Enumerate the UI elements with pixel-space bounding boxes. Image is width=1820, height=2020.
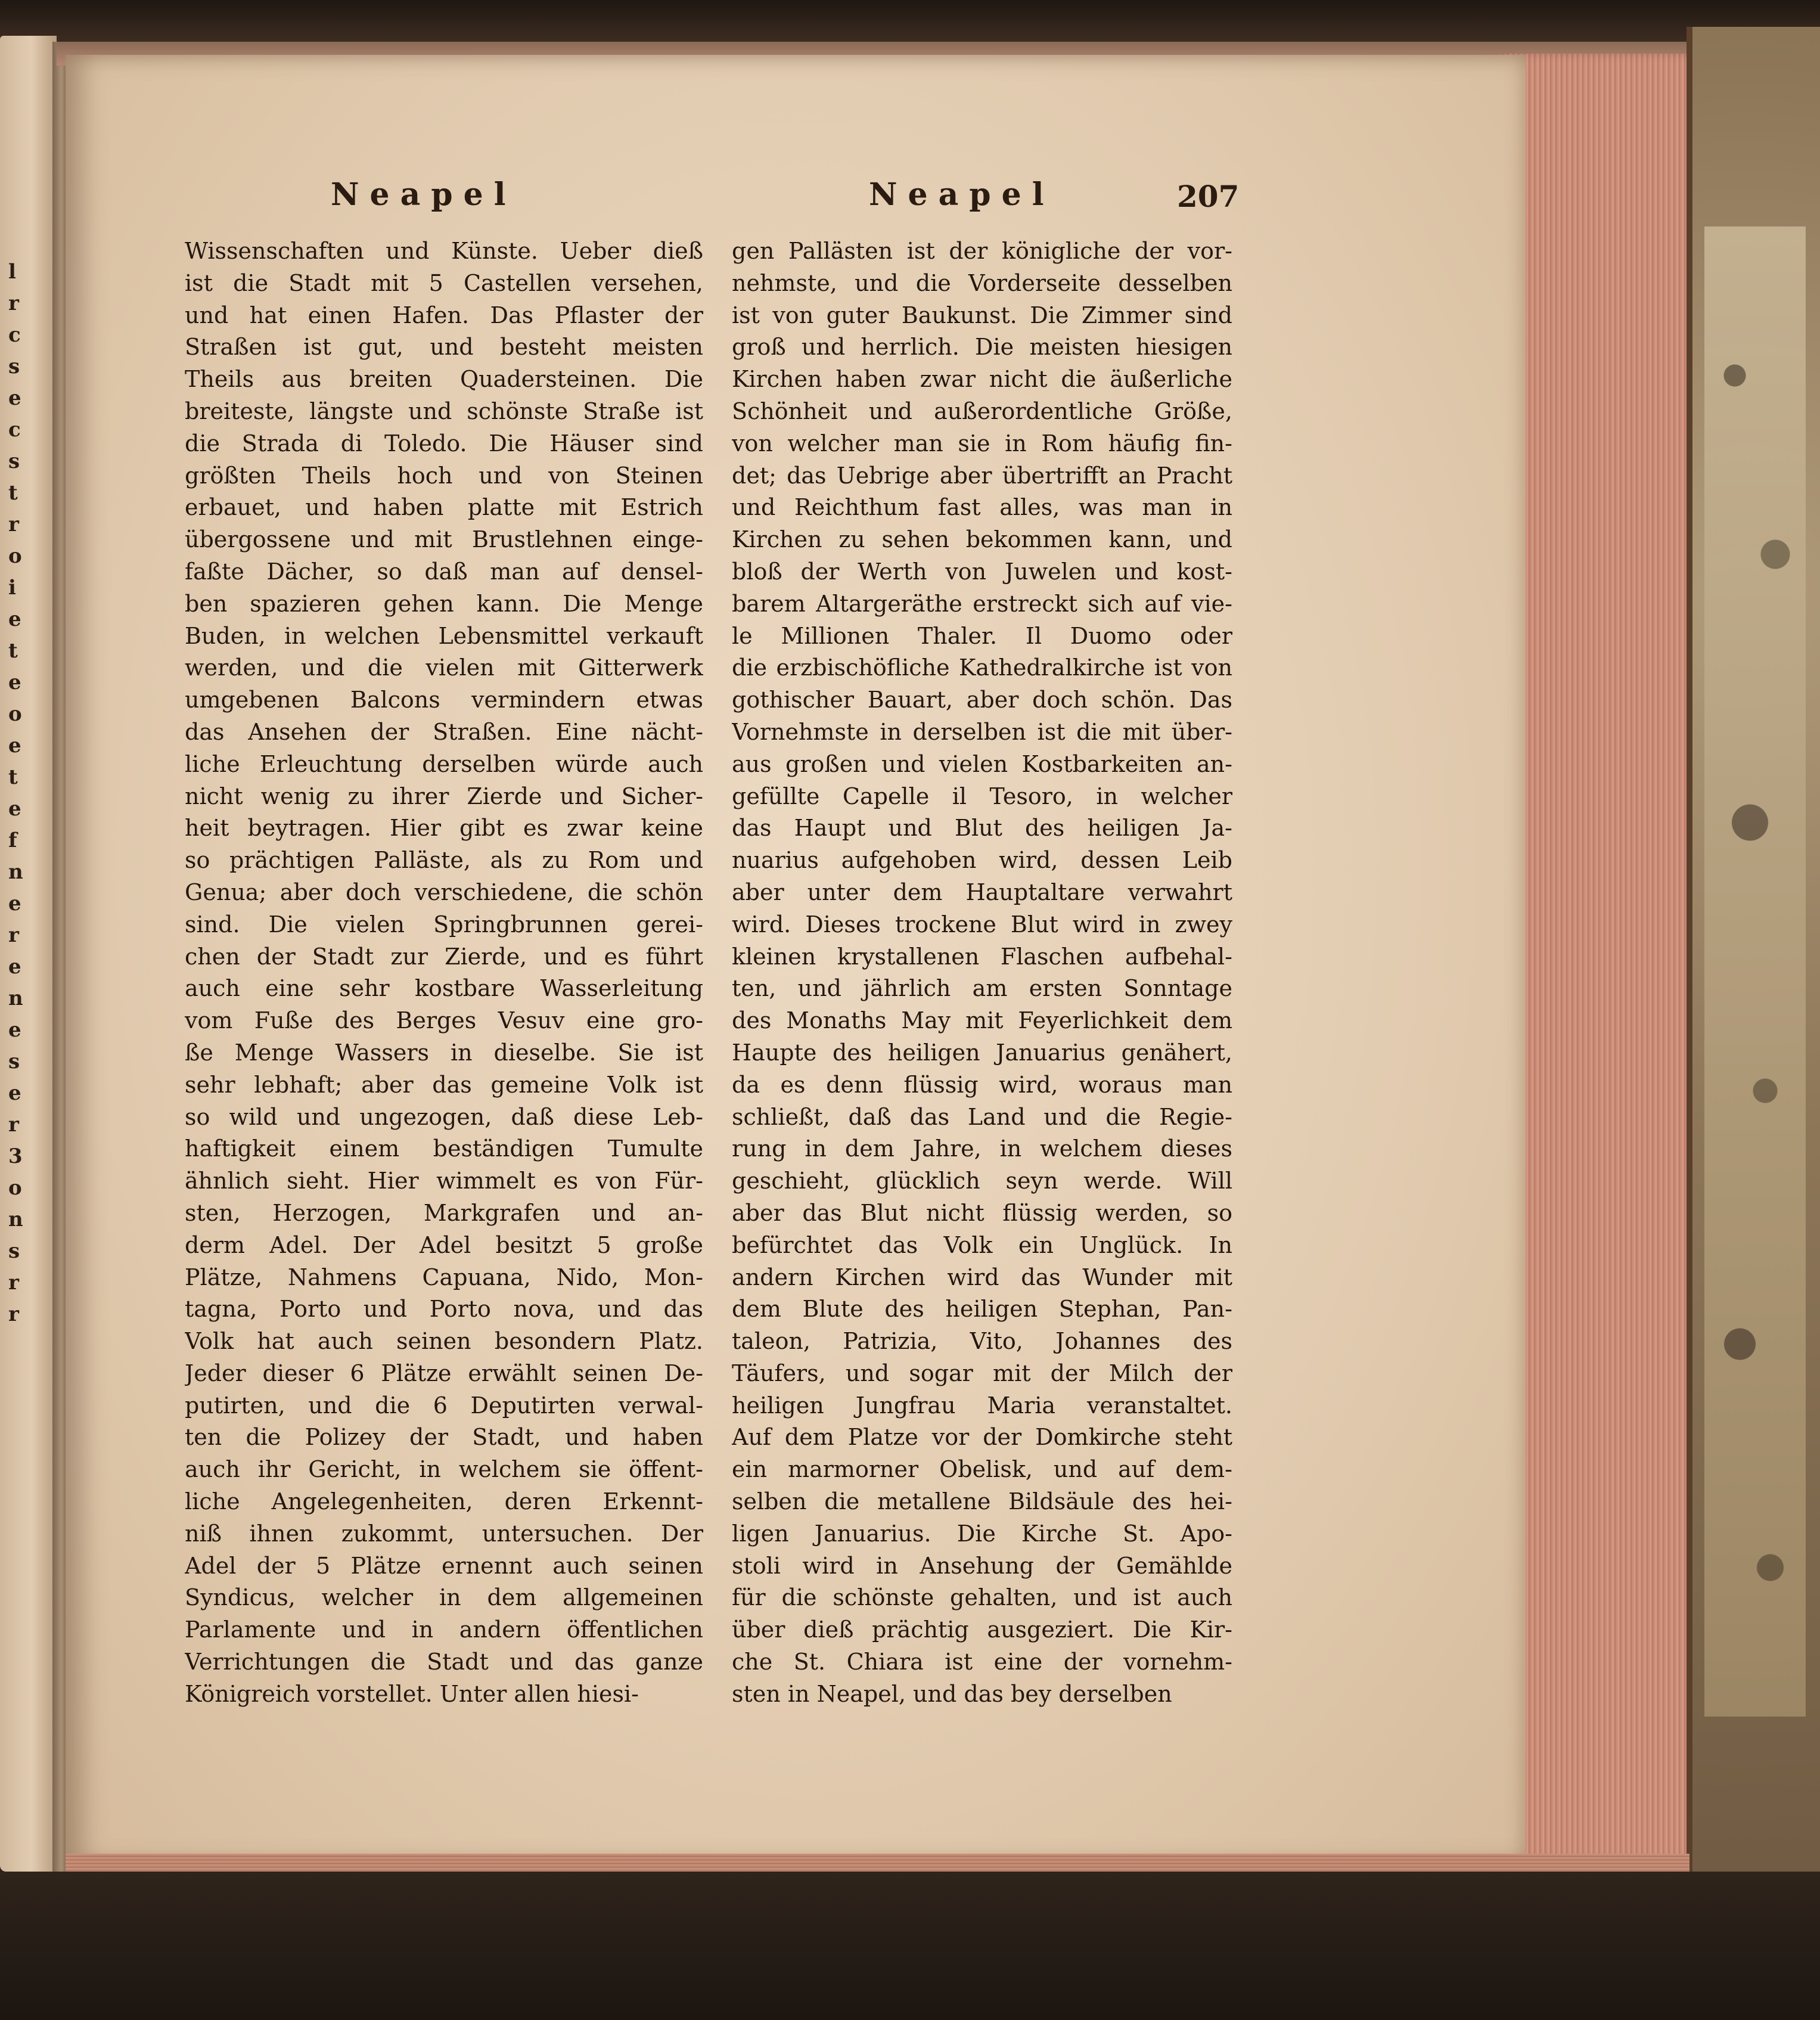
text-line: Haupte des heiligen Januarius genähert, <box>732 1039 1232 1066</box>
text-line: für die schönste gehalten, und ist auch <box>732 1584 1232 1611</box>
text-line: die erzbischöfliche Kathedralkirche ist von <box>732 654 1232 681</box>
text-line: ähnlich sieht. Hier wimmelt es von Für- <box>185 1168 703 1194</box>
text-line: sind. Die vielen Springbrunnen gerei- <box>185 911 703 938</box>
text-line: Auf dem Platze vor der Domkirche steht <box>732 1424 1232 1451</box>
text-line: che St. Chiara ist eine der vornehm- <box>732 1649 1232 1675</box>
text-line: schließt, daß das Land und die Regie- <box>732 1103 1232 1130</box>
text-line: befürchtet das Volk ein Unglück. In <box>732 1231 1232 1258</box>
text-line: gothischer Bauart, aber doch schön. Das <box>732 687 1232 713</box>
text-line: werden, und die vielen mit Gitterwerk <box>185 654 703 681</box>
fragment-glyph: s <box>8 1239 20 1263</box>
fragment-glyph: f <box>8 829 17 852</box>
text-line: selben die metallene Bildsäule des hei- <box>732 1488 1232 1515</box>
text-line: Genua; aber doch verschiedene, die schön <box>185 879 703 905</box>
text-line: bloß der Werth von Juwelen und kost- <box>732 558 1232 585</box>
text-line: über dieß prächtig ausgeziert. Die Kir- <box>732 1616 1232 1643</box>
fragment-glyph: n <box>8 986 23 1010</box>
text-line: det; das Uebrige aber übertrifft an Pracht <box>732 462 1232 489</box>
text-line: Buden, in welchen Lebensmittel verkauft <box>185 622 703 649</box>
text-line: Parlamente und in andern öffentlichen <box>185 1616 703 1643</box>
text-line: putirten, und die 6 Deputirten verwal- <box>185 1392 703 1419</box>
text-line: das Ansehen der Straßen. Eine nächt- <box>185 718 703 745</box>
text-line: stoli wird in Ansehung der Gemählde <box>732 1552 1232 1579</box>
fragment-glyph: e <box>8 1081 21 1105</box>
text-line: sten, Herzogen, Markgrafen und an- <box>185 1199 703 1226</box>
text-line: so wild und ungezogen, daß diese Leb- <box>185 1103 703 1130</box>
text-line: le Millionen Thaler. Il Duomo oder <box>732 622 1232 649</box>
fragment-glyph: e <box>8 892 21 916</box>
text-line: haftigkeit einem beständigen Tumulte <box>185 1135 703 1162</box>
text-line: heiligen Jungfrau Maria veranstaltet. <box>732 1392 1232 1419</box>
marbled-paper <box>1704 226 1806 1717</box>
text-line: faßte Dächer, so daß man auf densel- <box>185 558 703 585</box>
fragment-glyph: e <box>8 607 21 631</box>
fragment-glyph: 3 <box>8 1144 23 1168</box>
fragment-glyph: e <box>8 386 21 410</box>
fragment-glyph: c <box>8 418 21 442</box>
text-line: ist von guter Baukunst. Die Zimmer sind <box>732 302 1232 328</box>
text-line: liche Angelegenheiten, deren Erkennt- <box>185 1488 703 1515</box>
fragment-glyph: i <box>8 576 16 600</box>
fragment-glyph: n <box>8 860 23 884</box>
text-line: Vornehmste in derselben ist die mit über- <box>732 718 1232 745</box>
text-line: die Strada di Toledo. Die Häuser sind <box>185 430 703 457</box>
previous-page-text-fragments <box>8 256 32 1330</box>
text-line: Kirchen zu sehen bekommen kann, und <box>732 526 1232 553</box>
text-column-left <box>185 235 703 1711</box>
text-line: rung in dem Jahre, in welchem dieses <box>732 1135 1232 1162</box>
fragment-glyph: t <box>8 639 18 663</box>
text-line: sten in Neapel, und das bey derselben <box>732 1680 1172 1707</box>
text-line: niß ihnen zukommt, untersuchen. Der <box>185 1520 703 1547</box>
fragment-glyph: e <box>8 734 21 758</box>
running-head-left: Neapel <box>331 176 517 213</box>
text-line: aber unter dem Hauptaltare verwahrt <box>732 879 1232 905</box>
fragment-glyph: o <box>8 1176 22 1200</box>
fragment-glyph: o <box>8 544 22 568</box>
text-line: Wissenschaften und Künste. Ueber dieß <box>185 238 703 264</box>
text-line: größten Theils hoch und von Steinen <box>185 462 703 489</box>
text-line: ten die Polizey der Stadt, und haben <box>185 1424 703 1451</box>
text-line: Kirchen haben zwar nicht die äußerliche <box>732 366 1232 393</box>
text-line: Volk hat auch seinen besondern Platz. <box>185 1328 703 1355</box>
fragment-glyph: r <box>8 1302 19 1326</box>
text-line: übergossene und mit Brustlehnen einge- <box>185 526 703 553</box>
page-number: 207 <box>1177 179 1240 214</box>
text-line: des Monaths May mit Feyerlichkeit dem <box>732 1007 1232 1034</box>
text-line: sehr lebhaft; aber das gemeine Volk ist <box>185 1071 703 1098</box>
fragment-glyph: n <box>8 1208 23 1231</box>
text-line: andern Kirchen wird das Wunder mit <box>732 1264 1232 1290</box>
text-line: derm Adel. Der Adel besitzt 5 große <box>185 1231 703 1258</box>
text-line: Plätze, Nahmens Capuana, Nido, Mon- <box>185 1264 703 1290</box>
text-line: aus großen und vielen Kostbarkeiten an- <box>732 750 1232 777</box>
text-line: das Haupt und Blut des heiligen Ja- <box>732 815 1232 842</box>
fragment-glyph: r <box>8 923 19 947</box>
text-line: groß und herrlich. Die meisten hiesigen <box>732 334 1232 361</box>
text-line: aber das Blut nicht flüssig werden, so <box>732 1199 1232 1226</box>
text-line: gen Pallästen ist der königliche der vor- <box>732 238 1232 264</box>
text-line: ligen Januarius. Die Kirche St. Apo- <box>732 1520 1232 1547</box>
fragment-glyph: e <box>8 1018 21 1042</box>
fragment-glyph: l <box>8 260 16 284</box>
text-line: dem Blute des heiligen Stephan, Pan- <box>732 1296 1232 1323</box>
text-line: nehmste, und die Vorderseite desselben <box>732 269 1232 296</box>
text-line: gefüllte Capelle il Tesoro, in welcher <box>732 783 1232 809</box>
text-line: geschieht, glücklich seyn werde. Will <box>732 1168 1232 1194</box>
text-line: kleinen krystallenen Flaschen aufbehal- <box>732 943 1232 970</box>
fragment-glyph: r <box>8 1271 19 1295</box>
fragment-glyph: e <box>8 797 21 821</box>
text-line: ist die Stadt mit 5 Castellen versehen, <box>185 269 703 296</box>
fragment-glyph: c <box>8 323 21 347</box>
text-line: ben spazieren gehen kann. Die Menge <box>185 590 703 617</box>
fragment-glyph: e <box>8 671 21 694</box>
text-line: heit beytragen. Hier gibt es zwar keine <box>185 815 703 842</box>
text-line: barem Altargeräthe erstreckt sich auf vie- <box>732 590 1232 617</box>
fragment-glyph: s <box>8 355 20 378</box>
text-line: ße Menge Wassers in dieselbe. Sie ist <box>185 1039 703 1066</box>
fragment-glyph: s <box>8 1050 20 1073</box>
text-line: so prächtigen Palläste, als zu Rom und <box>185 847 703 874</box>
text-line: taleon, Patrizia, Vito, Johannes des <box>732 1328 1232 1355</box>
text-line: Schönheit und außerordentliche Größe, <box>732 398 1232 424</box>
text-line: nuarius aufgehoben wird, dessen Leib <box>732 847 1232 874</box>
text-line: da es denn flüssig wird, woraus man <box>732 1071 1232 1098</box>
text-line: nicht wenig zu ihrer Zierde und Sicher- <box>185 783 703 809</box>
text-line: Straßen ist gut, und besteht meisten <box>185 334 703 361</box>
fragment-glyph: t <box>8 765 18 789</box>
text-line: auch ihr Gericht, in welchem sie öffent- <box>185 1456 703 1483</box>
text-line: tagna, Porto und Porto nova, und das <box>185 1296 703 1323</box>
fore-edge-pages <box>1499 54 1689 1872</box>
text-line: und hat einen Hafen. Das Pflaster der <box>185 302 703 328</box>
text-line: vom Fuße des Berges Vesuv eine gro- <box>185 1007 703 1034</box>
fragment-glyph: r <box>8 513 19 536</box>
text-line: liche Erleuchtung derselben würde auch <box>185 750 703 777</box>
text-line: von welcher man sie in Rom häufig fin- <box>732 430 1232 457</box>
running-head-right: Neapel <box>869 176 1055 213</box>
text-line: Verrichtungen die Stadt und das ganze <box>185 1649 703 1675</box>
text-line: Jeder dieser 6 Plätze erwählt seinen De- <box>185 1360 703 1386</box>
text-line: Syndicus, welcher in dem allgemeinen <box>185 1584 703 1611</box>
text-line: Täufers, und sogar mit der Milch der <box>732 1360 1232 1386</box>
text-column-right <box>732 235 1232 1711</box>
text-line: erbauet, und haben platte mit Estrich <box>185 494 703 521</box>
text-line: Adel der 5 Plätze ernennt auch seinen <box>185 1552 703 1579</box>
text-line: Königreich vorstellet. Unter allen hiesi- <box>185 1680 639 1707</box>
text-line: auch eine sehr kostbare Wasserleitung <box>185 975 703 1002</box>
fragment-glyph: t <box>8 481 18 505</box>
text-line: wird. Dieses trockene Blut wird in zwey <box>732 911 1232 938</box>
fragment-glyph: e <box>8 955 21 979</box>
text-line: breiteste, längste und schönste Straße ist <box>185 398 703 424</box>
text-line: chen der Stadt zur Zierde, und es führt <box>185 943 703 970</box>
fragment-glyph: r <box>8 291 19 315</box>
text-line: Theils aus breiten Quadersteinen. Die <box>185 366 703 393</box>
previous-page-edge <box>0 36 57 1872</box>
fragment-glyph: o <box>8 702 22 726</box>
text-line: ein marmorner Obelisk, und auf dem- <box>732 1456 1232 1483</box>
fragment-glyph: s <box>8 449 20 473</box>
bottom-cover-board <box>0 1872 1820 2020</box>
text-line: und Reichthum fast alles, was man in <box>732 494 1232 521</box>
fragment-glyph: r <box>8 1113 19 1137</box>
text-line: umgebenen Balcons vermindern etwas <box>185 687 703 713</box>
text-line: ten, und jährlich am ersten Sonntage <box>732 975 1232 1002</box>
